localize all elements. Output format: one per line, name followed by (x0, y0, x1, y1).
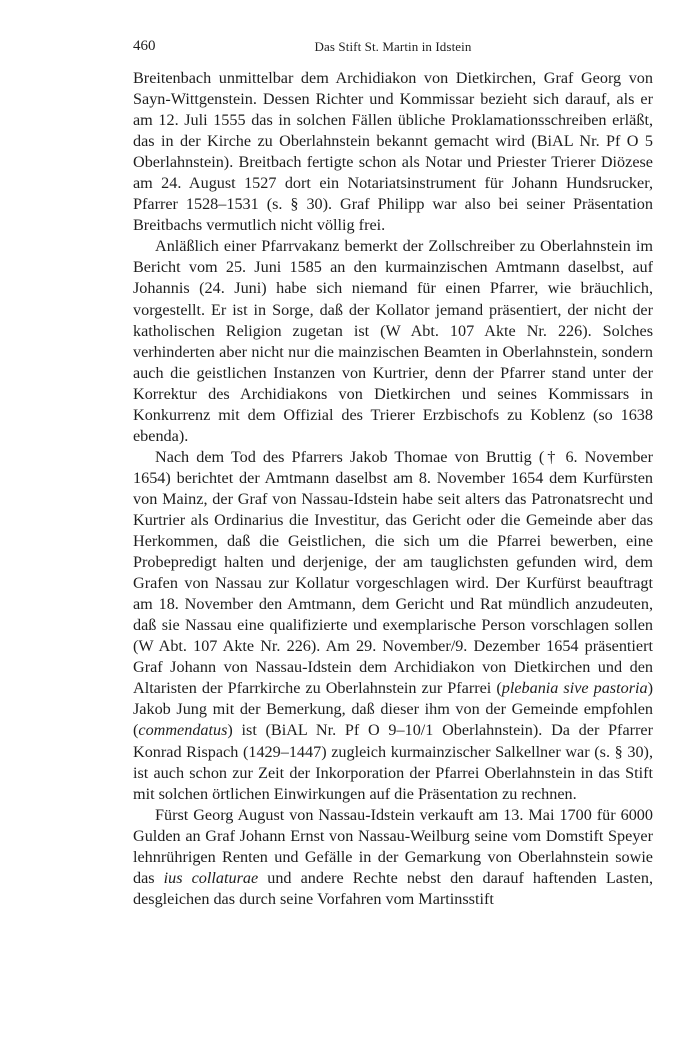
text-run: ) ist (BiAL Nr. Pf O 9–10/1 Oberlahnstein). Da der Pfarrer Konrad Rispach (1429–1447) zugleich kurmainzischer Salkellner war (s. § 30), ist auch schon zur Zeit der Inkorporation der Pfarrei Oberlahnstein in das Stift mit solchen örtlichen Einwirkungen auf die Präsentation zu rechnen. (133, 721, 653, 803)
text-run: und andere Rechte nebst den darauf haftenden Lasten, desgleichen das durch seine Vorfahren vom Martinsstift (133, 868, 654, 908)
paragraph (133, 447, 653, 805)
latin-term: plebania sive pastoria (501, 679, 648, 698)
running-head: Das Stift St. Martin in Idstein (314, 39, 472, 54)
page-number: 460 (133, 38, 156, 54)
text-run: Fürst Georg August von Nassau-Idstein verkauft am 13. Mai 1700 für 6000 Gulden an Graf Johann Ernst von Nassau-Weilburg seine vom Domstift Speyer lehnrührigen Renten und Gefälle in der Gemarkung von Oberlahnstein sowie das (133, 805, 653, 887)
body-text (133, 68, 653, 910)
page-header (133, 38, 653, 58)
text-run: Breitenbach unmittelbar dem Archidiakon von Dietkirchen, Graf Georg von Sayn-Wittgenstein. Dessen Richter und Kommissar bezieht sich darauf, als er am 12. Juli 1555 das in solchen Fällen übliche Proklamationsschreiben erläßt, das in der Kirche zu Oberlahnstein bekannt gemacht wird (BiAL Nr. Pf O 5 Oberlahnstein). Breitbach fertigte schon als Notar und Priester Trierer Diözese am 24. August 1527 dort ein Notariatsinstrument für Johann Hundsrucker, Pfarrer 1528–1531 (s. § 30). Graf Philipp war also bei seiner Präsentation Breitbachs vermutlich nicht völlig frei. (133, 69, 653, 235)
text-run: Nach dem Tod des Pfarrers Jakob Thomae von Bruttig († 6. November 1654) berichtet der Amtmann daselbst am 8. November 1654 dem Kurfürsten von Mainz, der Graf von Nassau-Idstein habe seit alters das Patronatsrecht und Kurtrier als Ordinarius die Investitur, das Gericht oder die Gemeinde aber das Herkommen, daß die Geistlichen, die sich um die Pfarrei bewerben, eine Probepredigt halten und derjenige, der am tauglichsten gefunden wird, dem Grafen von Nassau zur Kollatur vorgeschlagen wird. Der Kurfürst beauftragt am 18. November den Amtmann, dem Gericht und Rat mündlich anzudeuten, daß sie Nassau eine qualifizierte und exemplarische Person vorschlagen sollen (W Abt. 107 Akte Nr. 226). Am 29. November/9. Dezember 1654 präsentiert Graf Johann von Nassau-Idstein dem Archidiakon von Dietkirchen und den Altaristen der Pfarrkirche zu Oberlahnstein zur Pfarrei ( (133, 447, 653, 698)
paragraph (133, 68, 653, 236)
text-run: ) Jakob Jung mit der Bemerkung, daß dieser ihm von der Gemeinde empfohlen ( (133, 679, 653, 740)
paragraph (133, 805, 653, 910)
latin-term: ius collaturae (163, 868, 259, 887)
paragraph (133, 236, 653, 446)
text-run: Anläßlich einer Pfarrvakanz bemerkt der Zollschreiber zu Oberlahnstein im Bericht vom 25. Juni 1585 an den kurmainzischen Amtmann daselbst, auf Johannis (24. Juni) habe sich niemand für einen Pfarrer, wie bräuchlich, vorgestellt. Er ist in Sorge, daß der Kollator jemand präsentiert, der nicht der katholischen Religion zugetan ist (W Abt. 107 Akte Nr. 226). Solches verhinderten aber nicht nur die mainzischen Beamten in Oberlahnstein, sondern auch die geistlichen Instanzen von Kurtrier, denn der Pfarrer stand unter der Korrektur des Archidiakons von Dietkirchen und seines Kommissars in Konkurrenz mit dem Offizial des Trierer Erzbischofs zu Koblenz (so 1638 ebenda). (133, 237, 653, 445)
latin-term: commendatus (138, 721, 228, 740)
